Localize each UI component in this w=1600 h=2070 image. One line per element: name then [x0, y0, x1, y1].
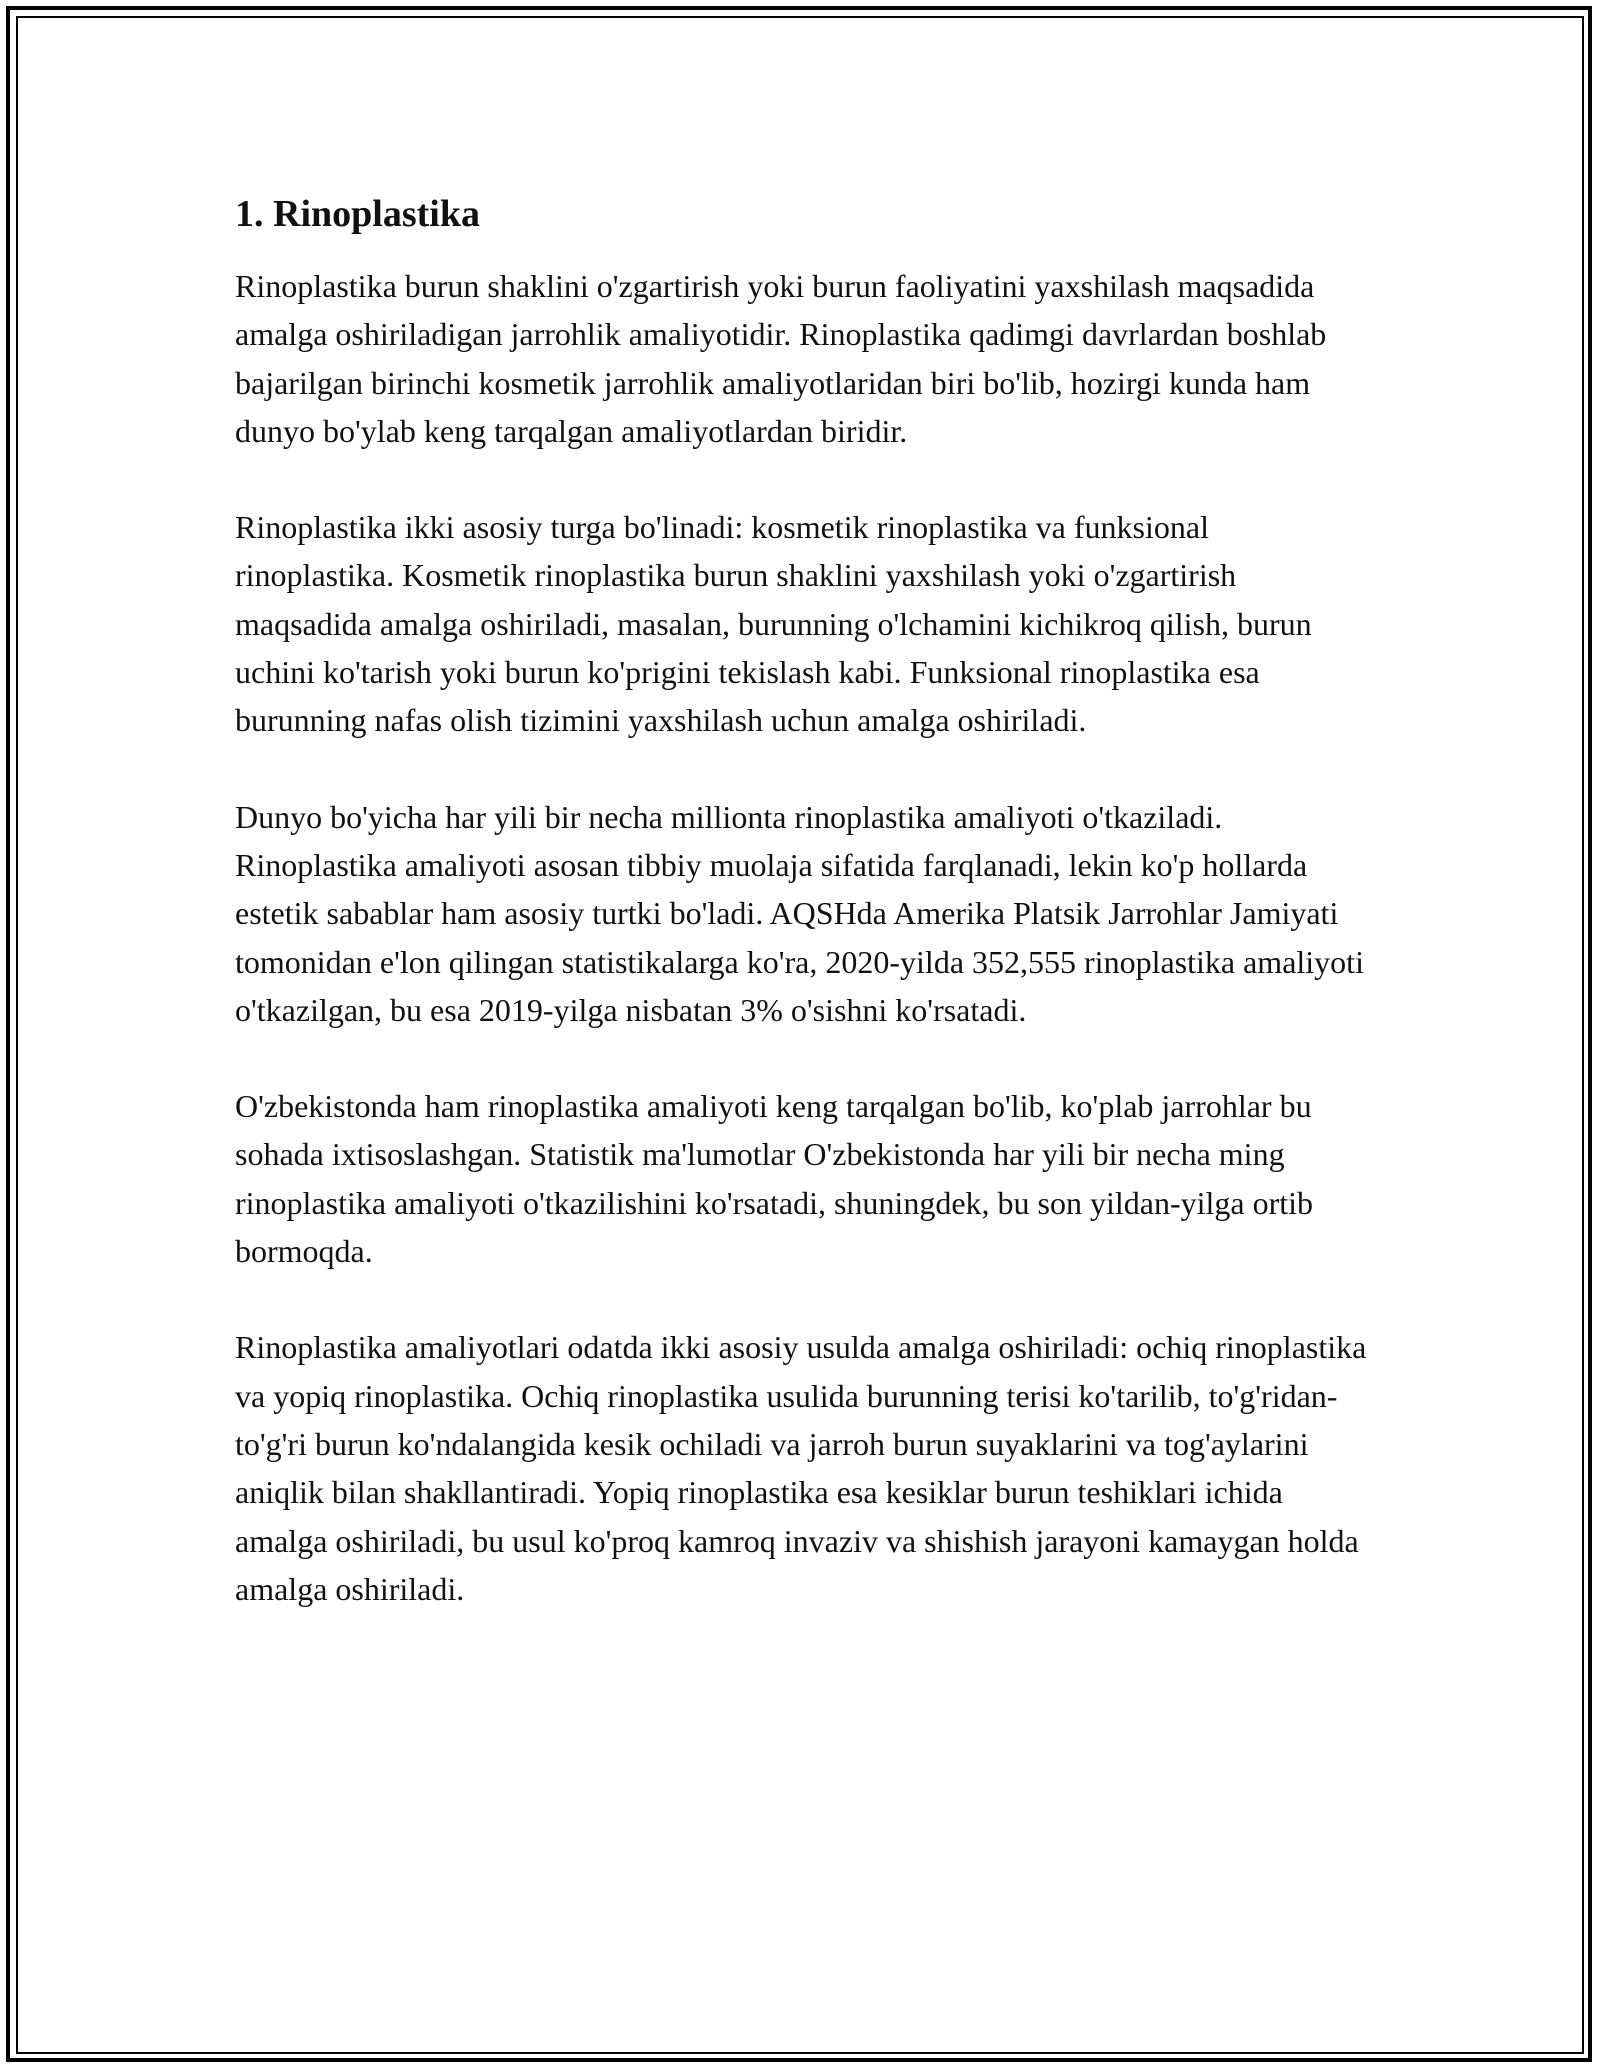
section-heading: 1. Rinoplastika [235, 193, 480, 235]
paragraph-2: Rinoplastika ikki asosiy turga bo'linadi: kosmetik rinoplastika va funksional rinoplastika. Kosmetik rinoplastika burun shaklini yaxshilash yoki o'zgartirish maqsadida amalga oshiriladi, masalan, burunning o'lchamini kichikroq qilish, burun uchini ko'tarish yoki burun ko'prigini tekislash kabi. Funksional rinoplastika esa burunning nafas olish tizimini yaxshilash uchun amalga oshiriladi. [235, 509, 1312, 739]
document-body [235, 188, 1375, 1661]
paragraph-4: O'zbekistonda ham rinoplastika amaliyoti keng tarqalgan bo'lib, ko'plab jarrohlar bu sohada ixtisoslashgan. Statistik ma'lumotlar O'zbekistonda har yili bir necha ming rinoplastika amaliyoti o'tkazilishini ko'rsatadi, shuningdek, bu son yildan-yilga ortib bormoqda. [235, 1088, 1314, 1270]
paragraph-3: Dunyo bo'yicha har yili bir necha millionta rinoplastika amaliyoti o'tkaziladi. Rinoplastika amaliyoti asosan tibbiy muolaja sifatida farqlanadi, lekin ko'p hollarda estetik sabablar ham asosiy turtki bo'ladi. AQSHda Amerika Platsik Jarrohlar Jamiyati tomonidan e'lon qilingan statistikalarga ko'ra, 2020-yilda 352,555 rinoplastika amaliyoti o'tkazilgan, bu esa 2019-yilga nisbatan 3% o'sishni ko'rsatadi. [235, 798, 1364, 1028]
paragraph-5: Rinoplastika amaliyotlari odatda ikki asosiy usulda amalga oshiriladi: ochiq rinoplastika va yopiq rinoplastika. Ochiq rinoplastika usulida burunning terisi ko'tarilib, to'g'ridan-to'g'ri burun ko'ndalangida kesik ochiladi va jarroh burun suyaklarini va tog'aylarini aniqlik bilan shakllantiradi. Yopiq rinoplastika esa kesiklar burun teshiklari ichida amalga oshiriladi, bu usul ko'proq kamroq invaziv va shishish jarayoni kamaygan holda amalga oshiriladi. [235, 1329, 1367, 1607]
paragraph-1: Rinoplastika burun shaklini o'zgartirish yoki burun faoliyatini yaxshilash maqsadida amalga oshiriladigan jarrohlik amaliyotidir. Rinoplastika qadimgi davrlardan boshlab bajarilgan birinchi kosmetik jarrohlik amaliyotlaridan biri bo'lib, hozirgi kunda ham dunyo bo'ylab keng tarqalgan amaliyotlardan biridir. [235, 268, 1327, 449]
